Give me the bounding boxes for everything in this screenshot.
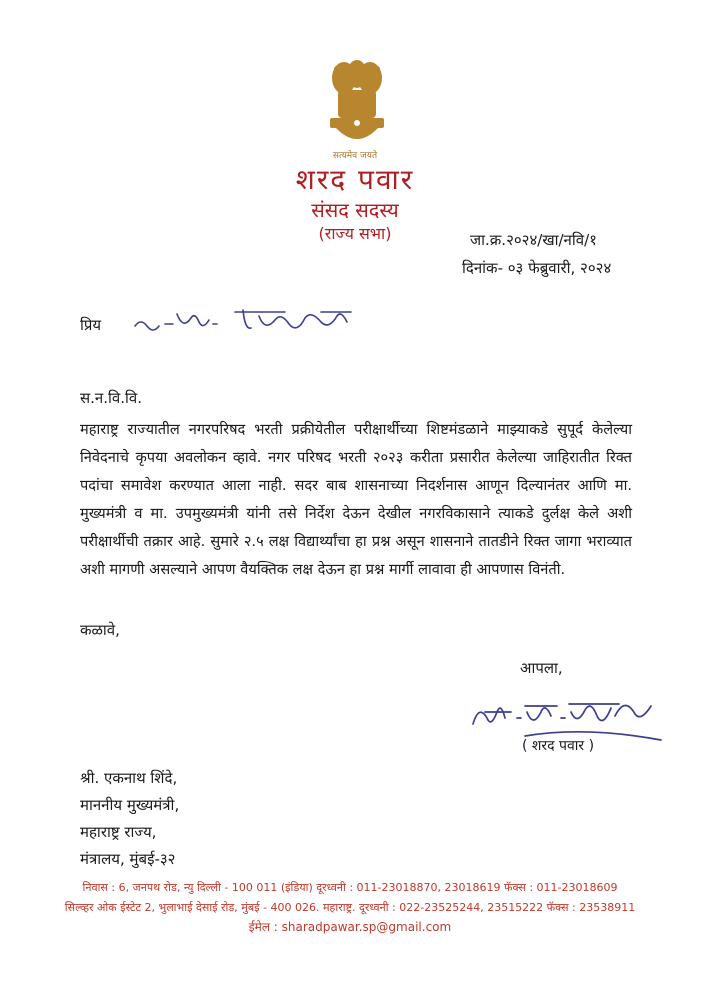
footer-address-mumbai: सिल्व्हर ओक ईस्टेट 2, भुलाभाई देसाई रोड, मुंबई - 400 026. महाराष्ट्र. दूरध्वनी : 022-23525244, 23515222 फॅक्स : 23538911: [64, 901, 636, 914]
national-emblem-icon: [322, 58, 392, 150]
motto: सत्यमेव जयते: [332, 151, 378, 161]
reference-number: जा.क्र.२०२४/खा/नवि/१: [470, 231, 597, 249]
letterhead-designation: संसद सदस्य: [311, 198, 399, 222]
addressee-line: माननीय मुख्यमंत्री,: [80, 796, 180, 814]
signatory-name: ( शरद पवार ): [522, 738, 595, 754]
salutation-priya: प्रिय: [80, 316, 102, 334]
handwritten-salutation: [125, 300, 365, 340]
handwritten-signature: [465, 682, 665, 742]
addressee-line: मंत्रालय, मुंबई-३२: [80, 850, 176, 868]
signature-aapla: आपला,: [520, 659, 563, 677]
letterhead-name: शरद पवार: [295, 163, 415, 196]
addressee-line: महाराष्ट्र राज्य,: [80, 823, 157, 841]
greeting: स.न.वि.वि.: [80, 389, 142, 407]
footer-email: ईमेल : sharadpawar.sp@gmail.com: [248, 920, 452, 934]
addressee-line: श्री. एकनाथ शिंदे,: [80, 769, 178, 787]
letterhead-house: (राज्य सभा): [318, 224, 392, 243]
letter-date: दिनांक- ०३ फेब्रुवारी, २०२४: [462, 259, 612, 277]
closing: कळावे,: [80, 621, 120, 639]
footer-address-delhi: निवास : 6, जनपथ रोड, न्यु दिल्ली - 100 011 (इंडिया) दूरध्वनी : 011-23018870, 23018619 फॅक्स : 011-23018609: [82, 881, 618, 894]
letter-body: महाराष्ट्र राज्यातील नगरपरिषद भरती प्रक्रीयेतील परीक्षार्थीच्या शिष्टमंडळाने माझ्याकडे सुपूर्द केलेल्या निवेदनाचे कृपया अवलोकन व्हावे. नगर परिषद भरती २०२३ करीता प्रसारीत केलेल्या जाहिरातीत रिक्त पदांचा समावेश करण्यात आला नाही. सदर बाब शासनाच्या निदर्शनास आणून दिल्यानंतर आणि मा. मुख्यमंत्री व मा. उपमुख्यमंत्री यांनी तसे निर्देश देऊन देखील नगरविकासाने त्याकडे दुर्लक्ष केले अशी परीक्षार्थीची तक्रार आहे. सुमारे २.५ लक्ष विद्यार्थ्यांचा हा प्रश्न असून शासनाने तातडीने रिक्त जागा भराव्यात अशी मागणी असल्याने आपण वैयक्तिक लक्ष देऊन हा प्रश्न मार्गी लावावा ही आपणास विनंती.: [80, 421, 632, 578]
